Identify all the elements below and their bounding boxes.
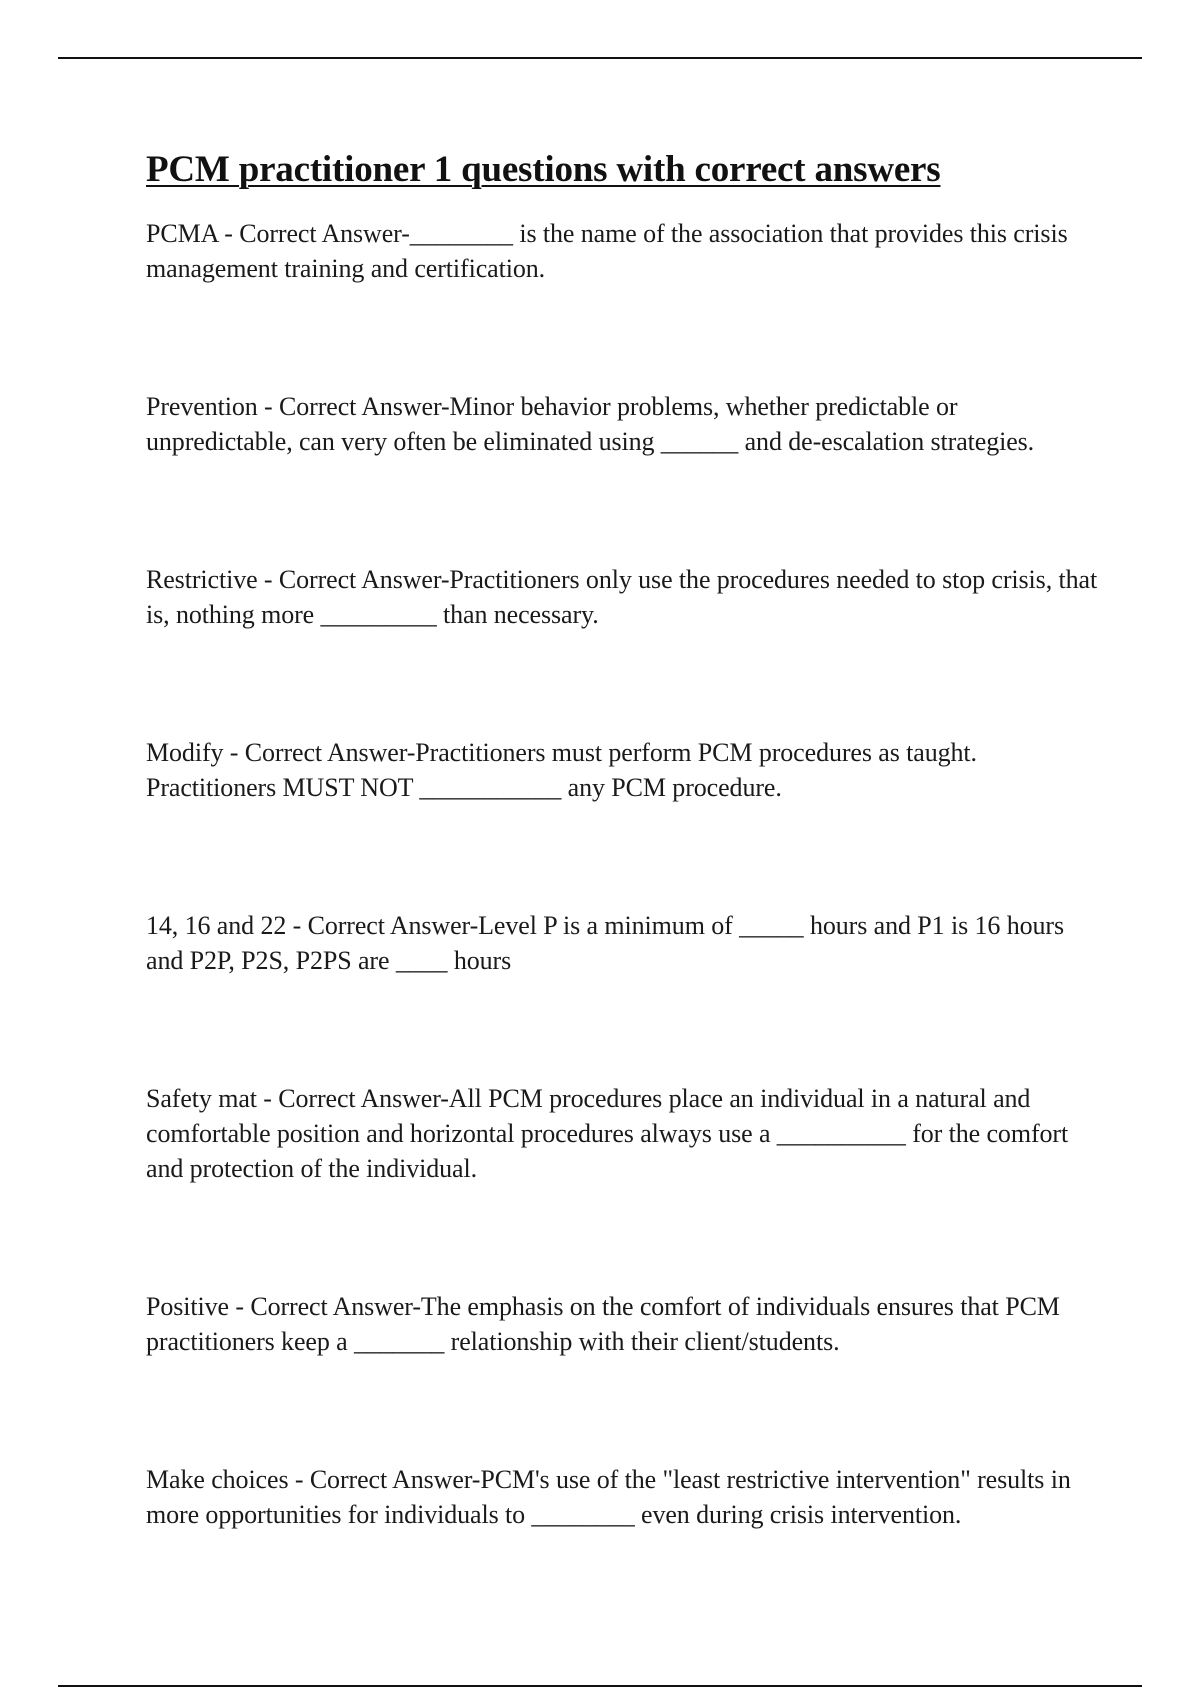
bottom-rule xyxy=(58,1685,1142,1687)
qa-item-8: Make choices - Correct Answer-PCM's use of the "least restrictive intervention" results in more opportunities for individuals to ________ even during crisis intervention. xyxy=(146,1465,1071,1529)
document-body xyxy=(146,148,1106,1635)
qa-item-5: 14, 16 and 22 - Correct Answer-Level P is a minimum of _____ hours and P1 is 16 hours and P2P, P2S, P2PS are ____ hours xyxy=(146,911,1064,975)
qa-item-4: Modify - Correct Answer-Practitioners must perform PCM procedures as taught. Practitioners MUST NOT ___________ any PCM procedure. xyxy=(146,738,977,802)
qa-item-6: Safety mat - Correct Answer-All PCM procedures place an individual in a natural and comfortable position and horizontal procedures always use a __________ for the comfort and protection of the individual. xyxy=(146,1084,1069,1183)
top-rule xyxy=(58,57,1142,59)
qa-item-1: PCMA - Correct Answer-________ is the name of the association that provides this crisis management training and certification. xyxy=(146,219,1068,283)
qa-item-2: Prevention - Correct Answer-Minor behavior problems, whether predictable or unpredictable, can very often be eliminated using ______ and de-escalation strategies. xyxy=(146,392,1035,456)
qa-item-3: Restrictive - Correct Answer-Practitioners only use the procedures needed to stop crisis, that is, nothing more _________ than necessary. xyxy=(146,565,1098,629)
page-title: PCM practitioner 1 questions with correct answers xyxy=(146,149,941,190)
qa-item-7: Positive - Correct Answer-The emphasis on the comfort of individuals ensures that PCM practitioners keep a _______ relationship with their client/students. xyxy=(146,1292,1060,1356)
qa-list xyxy=(146,216,1106,1532)
